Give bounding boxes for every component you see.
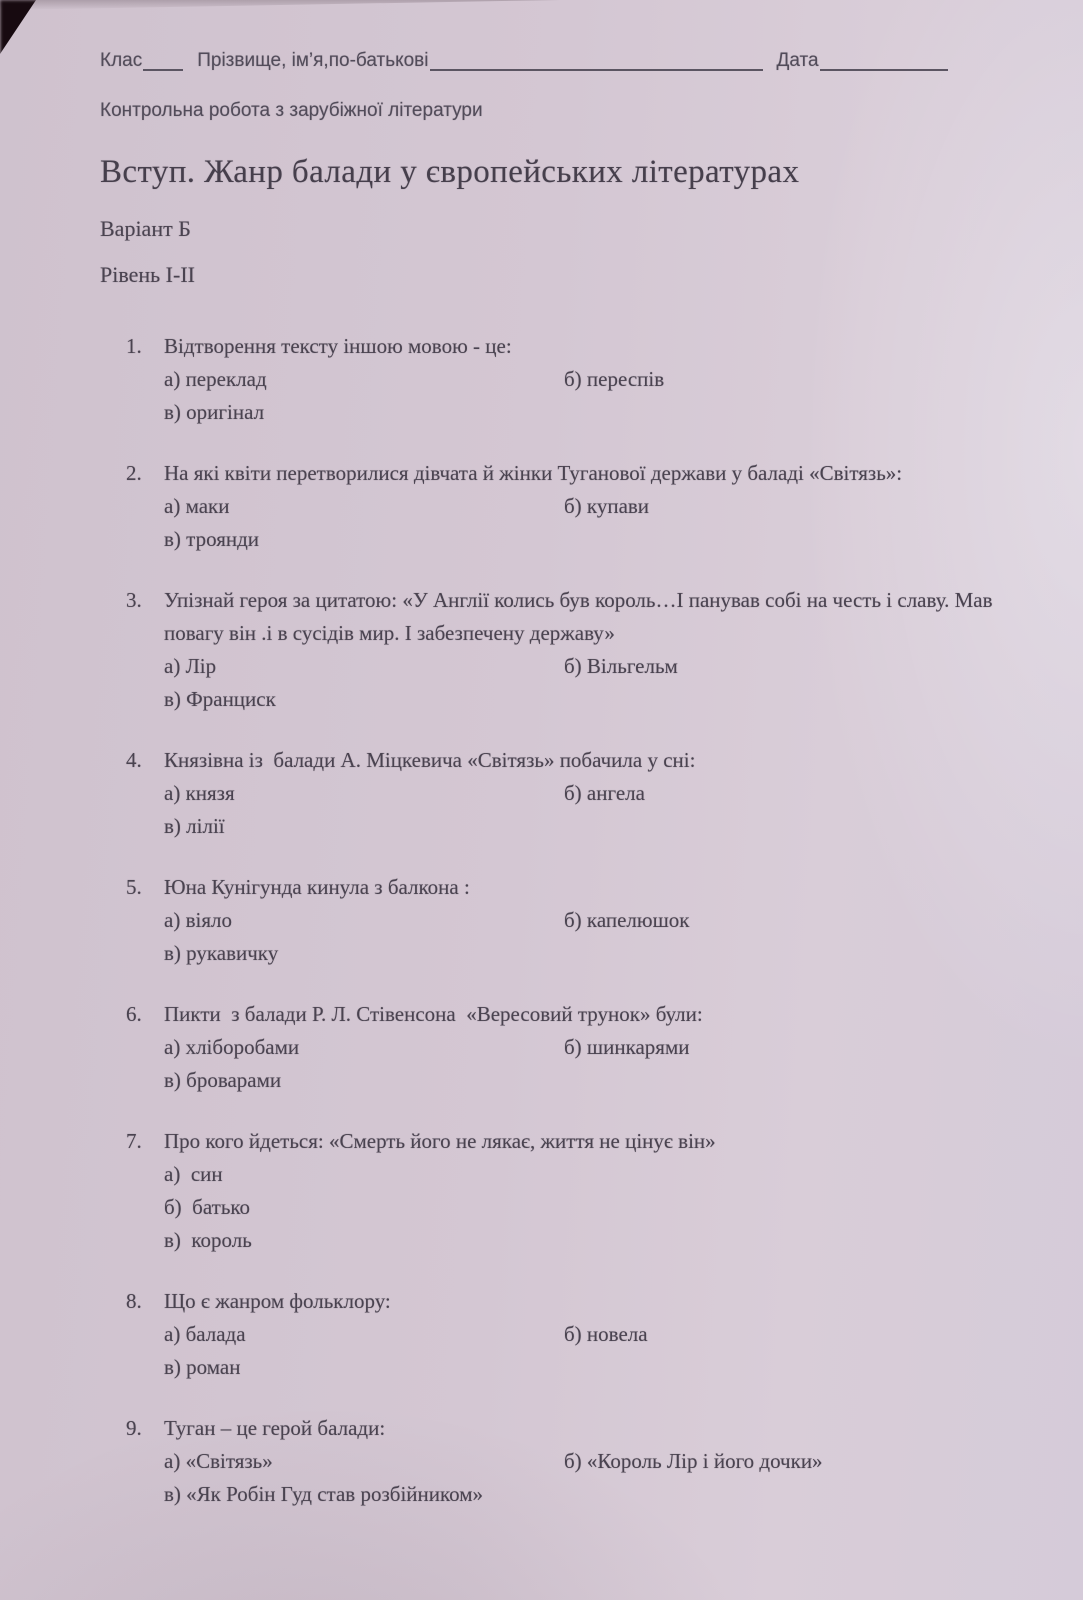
question-number: 9.	[126, 1416, 142, 1440]
question-text: Юна Кунігунда кинула з балкона :	[164, 875, 470, 899]
page-title: Вступ. Жанр балади у європейських літературах	[100, 154, 800, 190]
answer-option: а) Лір	[164, 654, 217, 678]
paper-corner-shadow	[0, 0, 60, 70]
work-subtitle: Контрольна робота з зарубіжної літератури	[100, 100, 483, 121]
question-body	[164, 1285, 1043, 1384]
question-number: 2.	[126, 461, 142, 485]
question-body	[164, 1125, 1043, 1257]
question-item	[100, 744, 1043, 843]
answer-option: б) «Король Лір і його дочки»	[564, 1449, 823, 1473]
answer-option: а) віяло	[164, 908, 232, 932]
date-label: Дата	[776, 50, 819, 71]
answer-option: в) троянди	[164, 527, 260, 551]
answer-option: в) роман	[164, 1355, 241, 1379]
answer-option: б) шинкарями	[564, 1035, 690, 1059]
answer-option: а) балада	[164, 1322, 246, 1346]
name-blank-line	[430, 54, 763, 71]
answer-options	[164, 1445, 1043, 1511]
class-label: Клас	[100, 50, 143, 71]
question-body	[164, 744, 1043, 843]
question-number: 7.	[126, 1129, 142, 1153]
answer-option: а) князя	[164, 781, 235, 805]
answer-option: в) лілії	[164, 814, 225, 838]
question-item	[100, 1285, 1043, 1384]
question-item	[100, 584, 1043, 716]
answer-options	[164, 1318, 1043, 1384]
question-number: 3.	[126, 588, 142, 612]
answer-options	[164, 1031, 1043, 1097]
answer-options	[164, 777, 1043, 843]
question-text: Що є жанром фольклору:	[164, 1289, 391, 1313]
answer-options	[164, 363, 1043, 429]
answer-option: а) переклад	[164, 367, 267, 391]
answer-options	[164, 904, 1043, 970]
question-body	[164, 457, 1043, 556]
answer-option: а) син	[164, 1162, 223, 1186]
paper-content	[100, 50, 1043, 1539]
question-number: 5.	[126, 875, 142, 899]
class-blank-line	[143, 54, 183, 71]
question-item	[100, 871, 1043, 970]
answer-option: а) «Світязь»	[164, 1449, 273, 1473]
question-number: 1.	[126, 334, 142, 358]
answer-options	[164, 490, 1043, 556]
question-item	[100, 330, 1043, 429]
answer-option: в) оригінал	[164, 400, 265, 424]
answer-option: б) батько	[164, 1195, 251, 1219]
question-text: Відтворення тексту іншою мовою - це:	[164, 334, 512, 358]
variant-label: Варіант Б	[100, 216, 191, 241]
answer-option: б) купави	[564, 494, 650, 518]
question-number: 4.	[126, 748, 142, 772]
question-body	[164, 871, 1043, 970]
question-item	[100, 998, 1043, 1097]
answer-option: а) маки	[164, 494, 230, 518]
question-text: Туган – це герой балади:	[164, 1416, 386, 1440]
question-item	[100, 1412, 1043, 1511]
answer-options	[164, 1158, 1043, 1257]
question-text: Упізнай героя за цитатою: «У Англії колись був король…І панував собі на честь і славу. Мав повагу він .і в сусідів мир. І забезпечену державу»	[164, 588, 998, 645]
answer-option: в) Франциск	[164, 687, 276, 711]
answer-option: б) ангела	[564, 781, 645, 805]
question-number: 8.	[126, 1289, 142, 1313]
date-blank-line	[820, 54, 948, 71]
answer-option: в) броварами	[164, 1068, 282, 1092]
level-label: Рівень I-II	[100, 262, 195, 287]
question-number: 6.	[126, 1002, 142, 1026]
question-text: Пикти з балади Р. Л. Стівенсона «Вересовий трунок» були:	[164, 1002, 703, 1026]
answer-option: в) король	[164, 1228, 252, 1252]
question-body	[164, 584, 1043, 716]
question-body	[164, 998, 1043, 1097]
answer-option: б) переспів	[564, 367, 665, 391]
answer-option: а) хліборобами	[164, 1035, 300, 1059]
answer-option: б) Вільгельм	[564, 654, 678, 678]
question-item	[100, 457, 1043, 556]
answer-options	[164, 650, 1043, 716]
question-body	[164, 330, 1043, 429]
answer-option: в) рукавичку	[164, 941, 279, 965]
header-fill-line	[100, 50, 1043, 74]
answer-option: б) новела	[564, 1322, 648, 1346]
name-label: Прізвище, ім’я,по-батькові	[197, 50, 429, 71]
question-item	[100, 1125, 1043, 1257]
answer-option: в) «Як Робін Гуд став розбійником»	[164, 1482, 484, 1506]
question-text: Про кого йдеться: «Смерть його не лякає, життя не цінує він»	[164, 1129, 716, 1153]
question-text: Князівна із балади А. Міцкевича «Світязь» побачила у сні:	[164, 748, 696, 772]
question-list	[100, 330, 1043, 1511]
question-body	[164, 1412, 1043, 1511]
answer-option: б) капелюшок	[564, 908, 690, 932]
question-text: На які квіти перетворилися дівчата й жінки Туганової держави у баладі «Світязь»:	[164, 461, 903, 485]
